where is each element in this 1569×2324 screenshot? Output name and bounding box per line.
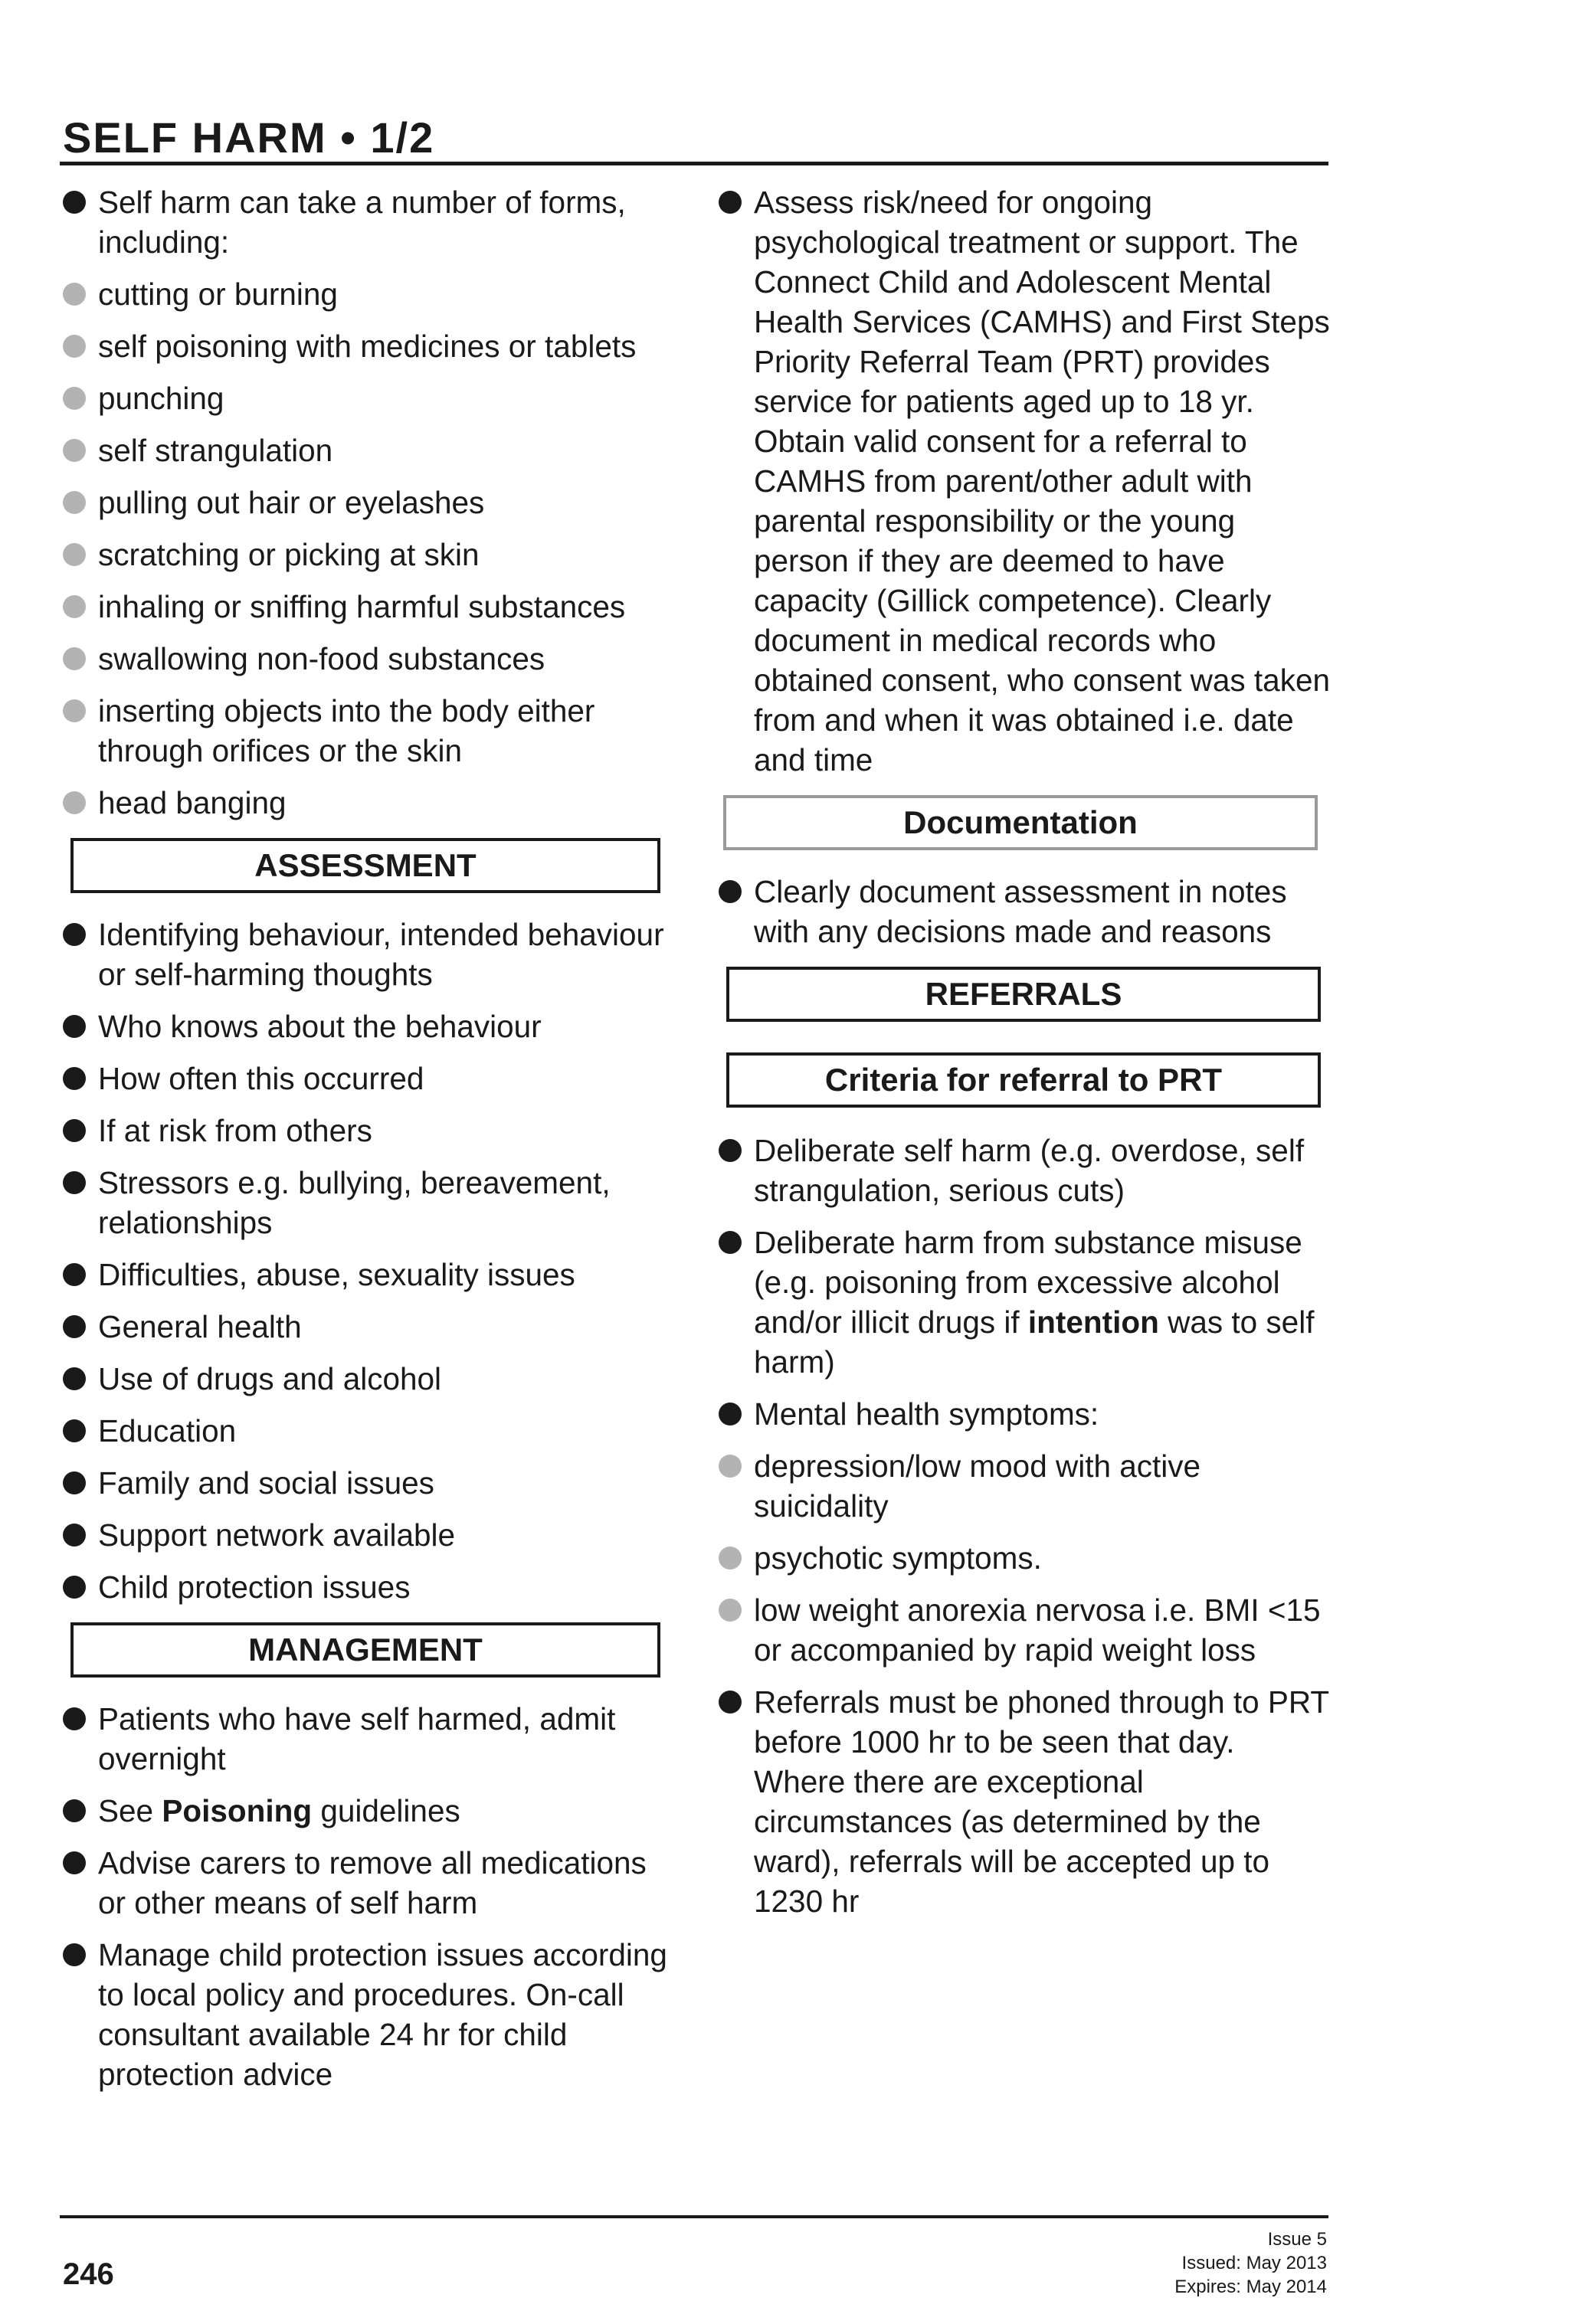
form-text: cutting or burning bbox=[98, 277, 338, 312]
grey-bullet-icon bbox=[63, 595, 86, 618]
list-item bbox=[719, 872, 1332, 951]
form-text: head banging bbox=[98, 785, 287, 820]
issue-number: Issue 5 bbox=[1267, 2229, 1327, 2250]
black-bullet-icon bbox=[63, 1799, 86, 1822]
assess-risk-text: Assess risk/need for ongoing psychological treatment or support. The Connect Child and Adolescent Mental Health Services (CAMHS) and First Steps Priority Referral Team (PRT) provides service for patients aged up to 18 yr. Obtain valid consent for a referral to CAMHS from parent/other adult with parental responsibility or the young person if they are deemed to have capacity (Gillick competence). Clearly document in medical records who obtained consent, who consent was taken from and when it was obtained i.e. date and time bbox=[754, 185, 1330, 777]
black-bullet-icon bbox=[63, 1119, 86, 1142]
list-item bbox=[63, 639, 676, 679]
form-text: pulling out hair or eyelashes bbox=[98, 485, 485, 520]
assessment-text: Family and social issues bbox=[98, 1465, 434, 1501]
black-bullet-icon bbox=[63, 1851, 86, 1874]
black-bullet-icon bbox=[63, 1419, 86, 1442]
assessment-text: Education bbox=[98, 1413, 237, 1448]
right-column bbox=[719, 182, 1332, 1933]
list-item bbox=[63, 483, 676, 522]
title-divider bbox=[60, 162, 1328, 165]
black-bullet-icon bbox=[719, 191, 742, 214]
list-item bbox=[719, 1223, 1332, 1382]
black-bullet-icon bbox=[63, 1524, 86, 1547]
list-item bbox=[719, 182, 1332, 780]
list-item bbox=[63, 1791, 676, 1831]
black-bullet-icon bbox=[63, 923, 86, 946]
list-item bbox=[63, 783, 676, 823]
grey-bullet-icon bbox=[63, 335, 86, 358]
black-bullet-icon bbox=[63, 191, 86, 214]
assessment-text: Identifying behaviour, intended behaviour or self-harming thoughts bbox=[98, 917, 664, 992]
black-bullet-icon bbox=[63, 1263, 86, 1286]
assessment-heading: ASSESSMENT bbox=[70, 838, 660, 893]
list-item bbox=[63, 1163, 676, 1242]
grey-bullet-icon bbox=[719, 1455, 742, 1478]
criteria-text: was to self harm) bbox=[754, 1304, 1315, 1380]
grey-bullet-icon bbox=[719, 1547, 742, 1570]
criteria-text: Deliberate harm from substance misuse (e.g. poisoning from excessive alcohol and/or illicit drugs if bbox=[754, 1225, 1302, 1340]
criteria-text: Mental health symptoms: bbox=[754, 1396, 1099, 1432]
page-number: 246 bbox=[63, 2257, 114, 2291]
grey-bullet-icon bbox=[63, 543, 86, 566]
form-text: self poisoning with medicines or tablets bbox=[98, 329, 637, 364]
management-text: Manage child protection issues according to local policy and procedures. On-call consultant available 24 hr for child protection advice bbox=[98, 1937, 667, 2092]
list-item bbox=[719, 1538, 1332, 1578]
symptom-text: psychotic symptoms. bbox=[754, 1540, 1042, 1576]
list-item bbox=[63, 1463, 676, 1503]
list-item bbox=[719, 1394, 1332, 1434]
issued-date: Issued: May 2013 bbox=[1181, 2253, 1327, 2273]
documentation-heading: Documentation bbox=[723, 795, 1318, 850]
list-item bbox=[63, 1111, 676, 1151]
assessment-text: Stressors e.g. bullying, bereavement, relationships bbox=[98, 1165, 611, 1240]
black-bullet-icon bbox=[63, 1367, 86, 1390]
management-text: guidelines bbox=[312, 1793, 460, 1828]
poisoning-emphasis: Poisoning bbox=[162, 1793, 313, 1828]
grey-bullet-icon bbox=[63, 283, 86, 306]
list-item bbox=[63, 1359, 676, 1399]
form-text: inhaling or sniffing harmful substances bbox=[98, 589, 626, 624]
assessment-text: If at risk from others bbox=[98, 1113, 372, 1148]
list-item bbox=[719, 1131, 1332, 1210]
assessment-text: Child protection issues bbox=[98, 1570, 411, 1605]
criteria-text: Deliberate self harm (e.g. overdose, self strangulation, serious cuts) bbox=[754, 1133, 1305, 1208]
black-bullet-icon bbox=[63, 1576, 86, 1599]
grey-bullet-icon bbox=[63, 699, 86, 722]
list-item bbox=[63, 378, 676, 418]
list-item bbox=[63, 587, 676, 627]
list-item bbox=[63, 535, 676, 574]
management-text: See bbox=[98, 1793, 162, 1828]
page-title: SELF HARM • 1/2 bbox=[63, 113, 435, 162]
list-item bbox=[63, 1515, 676, 1555]
grey-bullet-icon bbox=[63, 439, 86, 462]
black-bullet-icon bbox=[63, 1315, 86, 1338]
black-bullet-icon bbox=[63, 1015, 86, 1038]
expiry-date: Expires: May 2014 bbox=[1174, 2277, 1327, 2297]
list-item bbox=[63, 1567, 676, 1607]
list-item bbox=[63, 1059, 676, 1098]
assessment-text: General health bbox=[98, 1309, 302, 1344]
criteria-heading: Criteria for referral to PRT bbox=[726, 1052, 1321, 1108]
symptom-text: depression/low mood with active suicidality bbox=[754, 1448, 1201, 1524]
issue-info bbox=[1174, 2227, 1327, 2299]
list-item bbox=[719, 1590, 1332, 1670]
list-item bbox=[719, 1446, 1332, 1526]
left-column bbox=[63, 182, 676, 2106]
referrals-heading: REFERRALS bbox=[726, 967, 1321, 1022]
list-item bbox=[63, 1935, 676, 2094]
grey-bullet-icon bbox=[63, 387, 86, 410]
list-item bbox=[63, 691, 676, 771]
symptom-text: low weight anorexia nervosa i.e. BMI <15 or accompanied by rapid weight loss bbox=[754, 1592, 1321, 1668]
list-item bbox=[63, 182, 676, 262]
list-item bbox=[63, 1255, 676, 1295]
intention-emphasis: intention bbox=[1027, 1304, 1159, 1340]
list-item bbox=[63, 326, 676, 366]
assessment-text: Who knows about the behaviour bbox=[98, 1009, 542, 1044]
forms-intro-text: Self harm can take a number of forms, including: bbox=[98, 185, 626, 260]
list-item bbox=[63, 1007, 676, 1046]
grey-bullet-icon bbox=[719, 1599, 742, 1622]
grey-bullet-icon bbox=[63, 791, 86, 814]
list-item bbox=[63, 1699, 676, 1779]
management-text: Advise carers to remove all medications or other means of self harm bbox=[98, 1845, 647, 1920]
assessment-text: Difficulties, abuse, sexuality issues bbox=[98, 1257, 575, 1292]
list-item bbox=[63, 1307, 676, 1347]
assessment-text: Support network available bbox=[98, 1517, 456, 1553]
management-text: Patients who have self harmed, admit overnight bbox=[98, 1701, 616, 1776]
black-bullet-icon bbox=[719, 1231, 742, 1254]
list-item bbox=[719, 1682, 1332, 1921]
management-heading: MANAGEMENT bbox=[70, 1622, 660, 1678]
list-item bbox=[63, 915, 676, 994]
list-item bbox=[63, 1411, 676, 1451]
form-text: swallowing non-food substances bbox=[98, 641, 545, 676]
footer-divider bbox=[60, 2215, 1328, 2218]
form-text: self strangulation bbox=[98, 433, 333, 468]
assessment-text: Use of drugs and alcohol bbox=[98, 1361, 442, 1396]
form-text: inserting objects into the body either through orifices or the skin bbox=[98, 693, 595, 768]
form-text: scratching or picking at skin bbox=[98, 537, 480, 572]
black-bullet-icon bbox=[719, 1403, 742, 1425]
black-bullet-icon bbox=[63, 1707, 86, 1730]
black-bullet-icon bbox=[719, 880, 742, 903]
grey-bullet-icon bbox=[63, 491, 86, 514]
list-item bbox=[63, 430, 676, 470]
black-bullet-icon bbox=[63, 1943, 86, 1966]
documentation-text: Clearly document assessment in notes with any decisions made and reasons bbox=[754, 874, 1287, 949]
black-bullet-icon bbox=[719, 1139, 742, 1162]
black-bullet-icon bbox=[63, 1067, 86, 1090]
list-item bbox=[63, 1843, 676, 1923]
black-bullet-icon bbox=[719, 1691, 742, 1714]
black-bullet-icon bbox=[63, 1471, 86, 1494]
form-text: punching bbox=[98, 381, 224, 416]
assessment-text: How often this occurred bbox=[98, 1061, 424, 1096]
list-item bbox=[63, 274, 676, 314]
grey-bullet-icon bbox=[63, 647, 86, 670]
black-bullet-icon bbox=[63, 1171, 86, 1194]
criteria-text: Referrals must be phoned through to PRT before 1000 hr to be seen that day. Where there are exceptional circumstances (as determined by the ward), referrals will be accepted up to 1230 hr bbox=[754, 1684, 1329, 1919]
